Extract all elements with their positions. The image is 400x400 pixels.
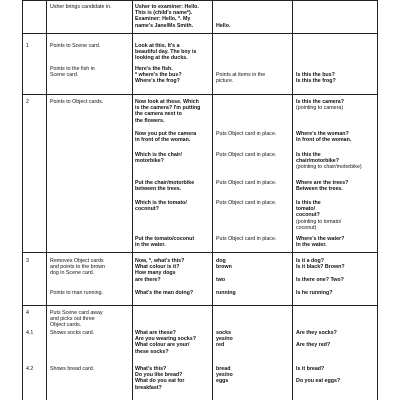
row41-usher-action: Shows socks card. xyxy=(50,330,95,336)
row3-response: dog brown two xyxy=(216,258,232,283)
row2-usher-action: Points to Object cards. xyxy=(50,99,104,105)
row0-response: Hello. xyxy=(216,23,231,29)
row1-usher-action: Points to Scene card. xyxy=(50,43,101,49)
row2b-prompt: Which is the chair/ motorbike? xyxy=(135,152,182,165)
row3-usher-action: Removes Object cards and points to the brown dog in Scene card. xyxy=(50,258,106,277)
row3-prompt: Now, *, what's this? What colour is it? How many dogs are there? xyxy=(135,258,185,283)
row2d-response: Puts Object card in place. xyxy=(216,200,277,206)
row42-prompt: What's this? Do you like bread? What do you eat for breakfast? xyxy=(135,366,185,391)
row0-prompt: Usher to examiner: Hello. This is (child's name*). Examiner: Hello, *. My name's Jane/Ms Smith. xyxy=(135,4,199,29)
row1b-back-up: Is this the bus? Is this the frog? xyxy=(296,72,336,85)
row-rule-2 xyxy=(22,94,378,95)
row42-back-up: Is it bread? Do you eat eggs? xyxy=(296,366,341,385)
row41-back-up: Are they socks? Are they red? xyxy=(296,330,337,349)
row1-prompt: Look at this. It's a beautiful day. The boy is looking at the ducks. xyxy=(135,43,197,62)
row2b-back-up: Is this the chair/motorbike? xyxy=(296,152,339,165)
row0-usher-action: Usher brings candidate in. xyxy=(50,4,112,10)
row3b-usher-action: Points to man running. xyxy=(50,290,103,296)
column-divider-1 xyxy=(46,0,47,400)
row3b-response: running xyxy=(216,290,236,296)
row2a-prompt: Now you put the camera in front of the woman. xyxy=(135,131,197,144)
table-border-right xyxy=(377,0,378,400)
row42-usher-action: Shows bread card. xyxy=(50,366,95,372)
row42-number: 4.2 xyxy=(26,366,34,372)
row4-number: 4 xyxy=(26,310,29,316)
examiner-script-table xyxy=(22,0,378,400)
row-rule-1 xyxy=(22,33,378,34)
row2-prompt: Now look at these. Which is the camera? I'm putting the camera next to the flowers. xyxy=(135,99,201,124)
row41-prompt: What are these? Are you wearing socks? What colour are your/ these socks? xyxy=(135,330,196,355)
column-divider-4 xyxy=(292,0,293,400)
row41-number: 4.1 xyxy=(26,330,34,336)
row1-number: 1 xyxy=(26,43,29,49)
row2-back-up: Is this the camera? xyxy=(296,99,344,105)
table-border-left xyxy=(22,0,23,400)
row4-usher-action: Puts Scene card away and picks out three Object cards. xyxy=(50,310,103,329)
row2e-back-up: Where's the water? In the water. xyxy=(296,236,345,249)
row2a-back-up: Where's the woman? In front of the woman. xyxy=(296,131,352,144)
column-divider-3 xyxy=(212,0,213,400)
row3-number: 3 xyxy=(26,258,29,264)
row1b-response: Points at items in the picture. xyxy=(216,72,266,85)
row2c-back-up: Where are the trees? Between the trees. xyxy=(296,180,349,193)
row3-back-up: Is it a dog? Is it black? Brown? Is there one? Two? xyxy=(296,258,345,283)
column-divider-2 xyxy=(132,0,133,400)
row2a-response: Puts Object card in place. xyxy=(216,131,277,137)
row1b-usher-action: Points to the fish in Scene card. xyxy=(50,66,95,79)
row2-number: 2 xyxy=(26,99,29,105)
row1b-prompt: Here's the fish. * where's the bus? Where's the frog? xyxy=(135,66,182,85)
row42-response: bread yes/no eggs xyxy=(216,366,233,385)
row2c-prompt: Put the chair/motorbike between the trees. xyxy=(135,180,195,193)
row2e-response: Puts Object card in place. xyxy=(216,236,277,242)
row2b-back-up-note: (pointing to chair/motorbike) xyxy=(296,164,362,170)
row2d-prompt: Which is the tomato/ coconut? xyxy=(135,200,187,213)
row41-response: socks yes/no red xyxy=(216,330,233,349)
row2d-back-up-note: (pointing to tomato/ coconut) xyxy=(296,219,342,232)
row2c-response: Puts Object card in place. xyxy=(216,180,277,186)
row2d-back-up: Is this the tomato/ coconut? xyxy=(296,200,321,219)
row3b-prompt: What's the man doing? xyxy=(135,290,194,296)
row-rule-4 xyxy=(22,305,378,306)
row2e-prompt: Put the tomato/coconut in the water. xyxy=(135,236,195,249)
row2b-response: Puts Object card in place. xyxy=(216,152,277,158)
row-rule-top xyxy=(22,0,378,1)
row3b-back-up: Is he running? xyxy=(296,290,333,296)
row2-back-up-note: (pointing to camera) xyxy=(296,105,344,111)
row-rule-3 xyxy=(22,252,378,253)
